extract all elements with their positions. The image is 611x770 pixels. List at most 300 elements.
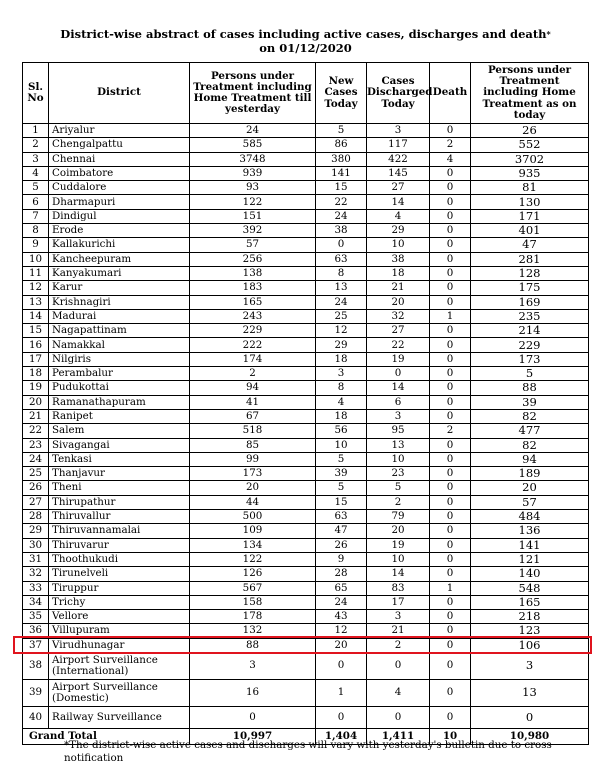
cell-sl-no: 33 bbox=[23, 581, 49, 595]
cell-persons-yesterday: 109 bbox=[190, 524, 316, 538]
cell-sl-no: 35 bbox=[23, 610, 49, 624]
cell-persons-yesterday: 392 bbox=[190, 224, 316, 238]
cell-discharged: 20 bbox=[367, 524, 430, 538]
cell-new-cases: 8 bbox=[316, 266, 367, 280]
cell-death: 0 bbox=[430, 638, 471, 652]
cell-persons-today: 935 bbox=[471, 166, 589, 180]
cell-persons-today: 20 bbox=[471, 481, 589, 495]
cell-persons-today: 165 bbox=[471, 595, 589, 609]
cell-discharged: 3 bbox=[367, 124, 430, 138]
cell-new-cases: 47 bbox=[316, 524, 367, 538]
cell-new-cases: 4 bbox=[316, 395, 367, 409]
table-row bbox=[23, 266, 589, 280]
cell-persons-yesterday: 174 bbox=[190, 352, 316, 366]
cell-persons-today: 82 bbox=[471, 409, 589, 423]
cell-discharged: 13 bbox=[367, 438, 430, 452]
cell-district: Tiruppur bbox=[49, 581, 190, 595]
cell-persons-today: 189 bbox=[471, 467, 589, 481]
cell-discharged: 23 bbox=[367, 467, 430, 481]
cell-district: Virudhunagar bbox=[49, 638, 190, 652]
cell-death: 0 bbox=[430, 624, 471, 638]
cell-persons-yesterday: 67 bbox=[190, 409, 316, 423]
cell-persons-yesterday: 3 bbox=[190, 652, 316, 679]
table-header-row bbox=[23, 63, 589, 124]
cell-sl-no: 24 bbox=[23, 452, 49, 466]
cell-persons-yesterday: 94 bbox=[190, 381, 316, 395]
cell-death: 0 bbox=[430, 652, 471, 679]
cell-new-cases: 63 bbox=[316, 510, 367, 524]
cell-sl-no: 37 bbox=[23, 638, 49, 652]
cell-discharged: 6 bbox=[367, 395, 430, 409]
cell-district: Nagapattinam bbox=[49, 324, 190, 338]
cell-persons-yesterday: 126 bbox=[190, 567, 316, 581]
cell-discharged: 3 bbox=[367, 409, 430, 423]
cell-new-cases: 63 bbox=[316, 252, 367, 266]
cell-death: 0 bbox=[430, 610, 471, 624]
cell-sl-no: 16 bbox=[23, 338, 49, 352]
cell-sl-no: 26 bbox=[23, 481, 49, 495]
cell-new-cases: 5 bbox=[316, 452, 367, 466]
table-row bbox=[23, 238, 589, 252]
cell-death: 0 bbox=[430, 679, 471, 706]
cell-death: 0 bbox=[430, 224, 471, 238]
cell-persons-today: 82 bbox=[471, 438, 589, 452]
cell-discharged: 2 bbox=[367, 495, 430, 509]
table-row bbox=[23, 510, 589, 524]
cell-death: 0 bbox=[430, 266, 471, 280]
cell-district: Thirupathur bbox=[49, 495, 190, 509]
cell-persons-today: 169 bbox=[471, 295, 589, 309]
cell-persons-today: 552 bbox=[471, 138, 589, 152]
cell-persons-yesterday: 57 bbox=[190, 238, 316, 252]
cell-persons-today: 81 bbox=[471, 181, 589, 195]
cell-persons-today: 401 bbox=[471, 224, 589, 238]
cell-sl-no: 18 bbox=[23, 367, 49, 381]
cell-sl-no: 40 bbox=[23, 706, 49, 728]
cell-persons-yesterday: 939 bbox=[190, 166, 316, 180]
cell-discharged: 0 bbox=[367, 367, 430, 381]
header-new-cases: New Cases Today bbox=[316, 63, 367, 124]
table-row bbox=[23, 324, 589, 338]
table-row bbox=[23, 381, 589, 395]
cell-district: Chengalpattu bbox=[49, 138, 190, 152]
cell-new-cases: 15 bbox=[316, 495, 367, 509]
cell-district: Theni bbox=[49, 481, 190, 495]
cell-new-cases: 24 bbox=[316, 595, 367, 609]
cell-death: 0 bbox=[430, 166, 471, 180]
cell-new-cases: 20 bbox=[316, 638, 367, 652]
table-row bbox=[23, 524, 589, 538]
cell-sl-no: 23 bbox=[23, 438, 49, 452]
cell-death: 0 bbox=[430, 352, 471, 366]
cell-sl-no: 13 bbox=[23, 295, 49, 309]
cell-new-cases: 43 bbox=[316, 610, 367, 624]
header-sl-no: Sl. No bbox=[23, 63, 49, 124]
cell-new-cases: 18 bbox=[316, 352, 367, 366]
cell-new-cases: 12 bbox=[316, 324, 367, 338]
cell-district: Tenkasi bbox=[49, 452, 190, 466]
cell-persons-today: 121 bbox=[471, 552, 589, 566]
grand-total-yesterday: 10,997 bbox=[190, 728, 316, 744]
table-row bbox=[23, 679, 589, 706]
table-row bbox=[23, 581, 589, 595]
cell-district: Madurai bbox=[49, 309, 190, 323]
cell-death: 0 bbox=[430, 295, 471, 309]
cell-new-cases: 0 bbox=[316, 652, 367, 679]
cell-new-cases: 65 bbox=[316, 581, 367, 595]
cell-discharged: 18 bbox=[367, 266, 430, 280]
cell-death: 0 bbox=[430, 552, 471, 566]
cell-persons-yesterday: 44 bbox=[190, 495, 316, 509]
cell-sl-no: 21 bbox=[23, 409, 49, 423]
cell-death: 0 bbox=[430, 195, 471, 209]
cell-persons-yesterday: 85 bbox=[190, 438, 316, 452]
grand-total-label: Grand Total bbox=[23, 728, 190, 744]
cell-death: 0 bbox=[430, 381, 471, 395]
table-row bbox=[23, 166, 589, 180]
table-row bbox=[23, 409, 589, 423]
cell-district: Cuddalore bbox=[49, 181, 190, 195]
table-row bbox=[23, 181, 589, 195]
cell-district: Coimbatore bbox=[49, 166, 190, 180]
cell-sl-no: 27 bbox=[23, 495, 49, 509]
cell-sl-no: 7 bbox=[23, 209, 49, 223]
cell-persons-yesterday: 256 bbox=[190, 252, 316, 266]
cell-death: 0 bbox=[430, 124, 471, 138]
cell-persons-yesterday: 88 bbox=[190, 638, 316, 652]
cell-discharged: 4 bbox=[367, 679, 430, 706]
cell-persons-today: 141 bbox=[471, 538, 589, 552]
title-line-1: District-wise abstract of cases including active cases, discharges and death bbox=[60, 27, 547, 41]
cell-discharged: 10 bbox=[367, 552, 430, 566]
cell-persons-today: 548 bbox=[471, 581, 589, 595]
cell-district: Thiruvallur bbox=[49, 510, 190, 524]
cell-persons-today: 175 bbox=[471, 281, 589, 295]
table-row bbox=[23, 424, 589, 438]
cell-district: Erode bbox=[49, 224, 190, 238]
cell-new-cases: 24 bbox=[316, 209, 367, 223]
document-title bbox=[0, 27, 611, 55]
cell-persons-today: 218 bbox=[471, 610, 589, 624]
grand-total-discharged: 1,411 bbox=[367, 728, 430, 744]
table-row bbox=[23, 706, 589, 728]
cell-district: Dindigul bbox=[49, 209, 190, 223]
table-row bbox=[23, 209, 589, 223]
cell-persons-today: 26 bbox=[471, 124, 589, 138]
cell-sl-no: 8 bbox=[23, 224, 49, 238]
cell-district: Thanjavur bbox=[49, 467, 190, 481]
cell-discharged: 19 bbox=[367, 352, 430, 366]
cell-persons-today: 39 bbox=[471, 395, 589, 409]
cell-sl-no: 3 bbox=[23, 152, 49, 166]
table-row bbox=[23, 367, 589, 381]
cell-new-cases: 1 bbox=[316, 679, 367, 706]
cell-new-cases: 13 bbox=[316, 281, 367, 295]
header-district: District bbox=[49, 63, 190, 124]
cell-discharged: 14 bbox=[367, 381, 430, 395]
table-row bbox=[23, 395, 589, 409]
table-row bbox=[23, 138, 589, 152]
cell-sl-no: 22 bbox=[23, 424, 49, 438]
cell-discharged: 22 bbox=[367, 338, 430, 352]
table-row bbox=[23, 467, 589, 481]
cell-persons-today: 136 bbox=[471, 524, 589, 538]
cell-persons-today: 57 bbox=[471, 495, 589, 509]
table-row bbox=[23, 452, 589, 466]
cell-persons-yesterday: 3748 bbox=[190, 152, 316, 166]
cell-new-cases: 380 bbox=[316, 152, 367, 166]
cell-district: Pudukottai bbox=[49, 381, 190, 395]
cell-sl-no: 2 bbox=[23, 138, 49, 152]
cell-new-cases: 24 bbox=[316, 295, 367, 309]
cell-district: Sivagangai bbox=[49, 438, 190, 452]
cell-persons-yesterday: 243 bbox=[190, 309, 316, 323]
table-row bbox=[23, 610, 589, 624]
cell-death: 0 bbox=[430, 395, 471, 409]
cell-persons-yesterday: 132 bbox=[190, 624, 316, 638]
cell-sl-no: 32 bbox=[23, 567, 49, 581]
cell-death: 0 bbox=[430, 706, 471, 728]
cell-district: Kancheepuram bbox=[49, 252, 190, 266]
cell-persons-today: 171 bbox=[471, 209, 589, 223]
cell-death: 1 bbox=[430, 309, 471, 323]
cell-new-cases: 12 bbox=[316, 624, 367, 638]
cell-persons-yesterday: 173 bbox=[190, 467, 316, 481]
cell-persons-yesterday: 183 bbox=[190, 281, 316, 295]
title-line-2: on 01/12/2020 bbox=[259, 41, 352, 55]
cell-new-cases: 3 bbox=[316, 367, 367, 381]
table-row bbox=[23, 495, 589, 509]
table-row bbox=[23, 224, 589, 238]
cell-sl-no: 14 bbox=[23, 309, 49, 323]
cell-discharged: 95 bbox=[367, 424, 430, 438]
cell-sl-no: 17 bbox=[23, 352, 49, 366]
cell-sl-no: 39 bbox=[23, 679, 49, 706]
cell-district: Airport Surveillance (International) bbox=[49, 652, 190, 679]
cell-persons-today: 128 bbox=[471, 266, 589, 280]
cell-district: Perambalur bbox=[49, 367, 190, 381]
cell-new-cases: 28 bbox=[316, 567, 367, 581]
cell-sl-no: 1 bbox=[23, 124, 49, 138]
cell-discharged: 17 bbox=[367, 595, 430, 609]
table-row bbox=[23, 338, 589, 352]
footnote: *The district-wise active cases and discharges will vary with yesterday's bulletin due to cross notification bbox=[64, 739, 552, 764]
cell-persons-yesterday: 24 bbox=[190, 124, 316, 138]
cell-district: Ranipet bbox=[49, 409, 190, 423]
cell-sl-no: 6 bbox=[23, 195, 49, 209]
cell-persons-today: 13 bbox=[471, 679, 589, 706]
cell-death: 0 bbox=[430, 567, 471, 581]
cell-sl-no: 15 bbox=[23, 324, 49, 338]
header-persons-today: Persons under Treatment including Home Treatment as on today bbox=[471, 63, 589, 124]
table-row bbox=[23, 438, 589, 452]
cell-new-cases: 0 bbox=[316, 238, 367, 252]
cell-persons-today: 281 bbox=[471, 252, 589, 266]
cell-persons-yesterday: 567 bbox=[190, 581, 316, 595]
cell-persons-today: 3 bbox=[471, 652, 589, 679]
cell-persons-yesterday: 222 bbox=[190, 338, 316, 352]
table-row bbox=[23, 152, 589, 166]
cell-persons-yesterday: 16 bbox=[190, 679, 316, 706]
cell-district: Chennai bbox=[49, 152, 190, 166]
table-row bbox=[23, 538, 589, 552]
cell-persons-yesterday: 229 bbox=[190, 324, 316, 338]
cell-persons-today: 106 bbox=[471, 638, 589, 652]
cell-death: 0 bbox=[430, 538, 471, 552]
cell-persons-yesterday: 20 bbox=[190, 481, 316, 495]
cell-new-cases: 39 bbox=[316, 467, 367, 481]
cell-persons-today: 130 bbox=[471, 195, 589, 209]
table-row bbox=[23, 295, 589, 309]
cell-district: Dharmapuri bbox=[49, 195, 190, 209]
cell-sl-no: 5 bbox=[23, 181, 49, 195]
table-row bbox=[23, 481, 589, 495]
cell-persons-yesterday: 99 bbox=[190, 452, 316, 466]
cell-death: 2 bbox=[430, 424, 471, 438]
cell-district: Namakkal bbox=[49, 338, 190, 352]
cell-sl-no: 29 bbox=[23, 524, 49, 538]
cell-sl-no: 20 bbox=[23, 395, 49, 409]
cell-persons-today: 140 bbox=[471, 567, 589, 581]
cell-death: 0 bbox=[430, 338, 471, 352]
cell-discharged: 38 bbox=[367, 252, 430, 266]
cell-persons-yesterday: 93 bbox=[190, 181, 316, 195]
cell-death: 0 bbox=[430, 510, 471, 524]
cell-new-cases: 56 bbox=[316, 424, 367, 438]
cell-district: Kallakurichi bbox=[49, 238, 190, 252]
cell-persons-yesterday: 518 bbox=[190, 424, 316, 438]
cell-discharged: 2 bbox=[367, 638, 430, 652]
cell-discharged: 4 bbox=[367, 209, 430, 223]
cell-discharged: 32 bbox=[367, 309, 430, 323]
cell-district: Tirunelveli bbox=[49, 567, 190, 581]
cell-sl-no: 9 bbox=[23, 238, 49, 252]
cell-death: 0 bbox=[430, 181, 471, 195]
table-row bbox=[23, 595, 589, 609]
cell-persons-yesterday: 151 bbox=[190, 209, 316, 223]
cell-persons-yesterday: 138 bbox=[190, 266, 316, 280]
cell-death: 0 bbox=[430, 281, 471, 295]
cell-discharged: 14 bbox=[367, 567, 430, 581]
cell-sl-no: 19 bbox=[23, 381, 49, 395]
cell-new-cases: 5 bbox=[316, 124, 367, 138]
cell-district: Salem bbox=[49, 424, 190, 438]
cell-district: Ramanathapuram bbox=[49, 395, 190, 409]
cell-discharged: 5 bbox=[367, 481, 430, 495]
cell-persons-yesterday: 2 bbox=[190, 367, 316, 381]
cell-death: 0 bbox=[430, 481, 471, 495]
cell-persons-today: 0 bbox=[471, 706, 589, 728]
table-row bbox=[23, 352, 589, 366]
cell-discharged: 145 bbox=[367, 166, 430, 180]
cell-sl-no: 30 bbox=[23, 538, 49, 552]
table-row bbox=[23, 652, 589, 679]
cell-persons-yesterday: 122 bbox=[190, 195, 316, 209]
cell-death: 0 bbox=[430, 452, 471, 466]
cell-discharged: 10 bbox=[367, 452, 430, 466]
highlight-box bbox=[13, 636, 592, 654]
grand-total-death: 10 bbox=[430, 728, 471, 744]
header-discharged: Cases Discharged Today bbox=[367, 63, 430, 124]
cell-discharged: 10 bbox=[367, 238, 430, 252]
cell-persons-today: 173 bbox=[471, 352, 589, 366]
cell-death: 0 bbox=[430, 209, 471, 223]
cell-death: 0 bbox=[430, 438, 471, 452]
cell-discharged: 21 bbox=[367, 624, 430, 638]
cell-persons-today: 484 bbox=[471, 510, 589, 524]
header-persons-yesterday: Persons under Treatment including Home Treatment till yesterday bbox=[190, 63, 316, 124]
grand-total-new: 1,404 bbox=[316, 728, 367, 744]
cell-discharged: 29 bbox=[367, 224, 430, 238]
cell-sl-no: 10 bbox=[23, 252, 49, 266]
cell-district: Thiruvarur bbox=[49, 538, 190, 552]
cell-sl-no: 11 bbox=[23, 266, 49, 280]
cell-death: 0 bbox=[430, 467, 471, 481]
cell-district: Krishnagiri bbox=[49, 295, 190, 309]
cell-district: Ariyalur bbox=[49, 124, 190, 138]
cell-discharged: 3 bbox=[367, 610, 430, 624]
cell-sl-no: 31 bbox=[23, 552, 49, 566]
cell-death: 0 bbox=[430, 595, 471, 609]
cell-death: 0 bbox=[430, 324, 471, 338]
cell-new-cases: 18 bbox=[316, 409, 367, 423]
table-row bbox=[23, 252, 589, 266]
cell-district: Thoothukudi bbox=[49, 552, 190, 566]
cell-persons-today: 123 bbox=[471, 624, 589, 638]
cell-persons-yesterday: 0 bbox=[190, 706, 316, 728]
cell-persons-yesterday: 165 bbox=[190, 295, 316, 309]
cell-new-cases: 0 bbox=[316, 706, 367, 728]
cell-district: Karur bbox=[49, 281, 190, 295]
cell-discharged: 422 bbox=[367, 152, 430, 166]
cell-discharged: 27 bbox=[367, 181, 430, 195]
cell-discharged: 79 bbox=[367, 510, 430, 524]
cell-persons-yesterday: 122 bbox=[190, 552, 316, 566]
cell-district: Kanyakumari bbox=[49, 266, 190, 280]
cell-discharged: 0 bbox=[367, 706, 430, 728]
cell-persons-yesterday: 500 bbox=[190, 510, 316, 524]
cell-persons-yesterday: 178 bbox=[190, 610, 316, 624]
cell-death: 1 bbox=[430, 581, 471, 595]
cell-district: Thiruvannamalai bbox=[49, 524, 190, 538]
table-row bbox=[23, 567, 589, 581]
cell-persons-yesterday: 134 bbox=[190, 538, 316, 552]
cell-sl-no: 12 bbox=[23, 281, 49, 295]
cell-persons-yesterday: 585 bbox=[190, 138, 316, 152]
cell-persons-today: 88 bbox=[471, 381, 589, 395]
table-row bbox=[23, 281, 589, 295]
cell-persons-today: 94 bbox=[471, 452, 589, 466]
cell-discharged: 14 bbox=[367, 195, 430, 209]
cell-death: 0 bbox=[430, 409, 471, 423]
cell-persons-today: 47 bbox=[471, 238, 589, 252]
cell-district: Nilgiris bbox=[49, 352, 190, 366]
cell-persons-today: 3702 bbox=[471, 152, 589, 166]
cell-discharged: 83 bbox=[367, 581, 430, 595]
table-row bbox=[23, 552, 589, 566]
cell-new-cases: 15 bbox=[316, 181, 367, 195]
cell-new-cases: 29 bbox=[316, 338, 367, 352]
cell-new-cases: 10 bbox=[316, 438, 367, 452]
cell-death: 0 bbox=[430, 524, 471, 538]
title-asterisk: * bbox=[546, 29, 551, 39]
cell-death: 0 bbox=[430, 252, 471, 266]
cell-new-cases: 8 bbox=[316, 381, 367, 395]
grand-total-today: 10,980 bbox=[471, 728, 589, 744]
table-row bbox=[23, 309, 589, 323]
cell-death: 0 bbox=[430, 495, 471, 509]
cell-discharged: 20 bbox=[367, 295, 430, 309]
